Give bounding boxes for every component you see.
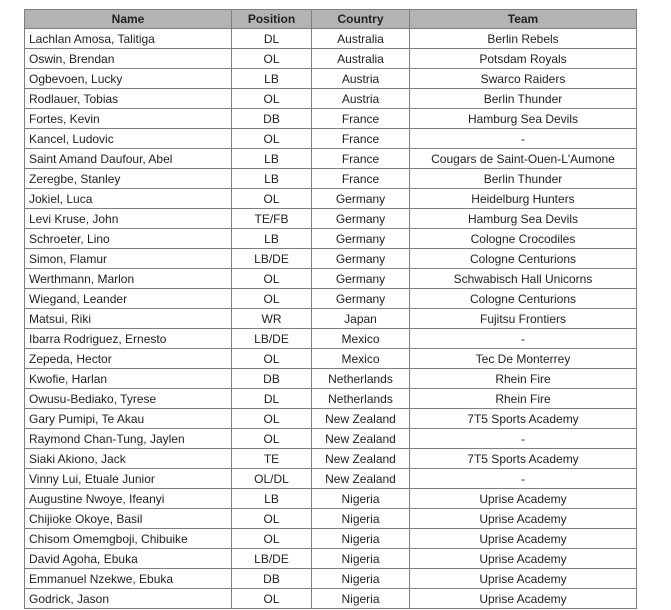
position-cell: OL bbox=[232, 589, 312, 609]
position-cell: OL bbox=[232, 49, 312, 69]
table-row bbox=[25, 329, 637, 349]
position-cell: DB bbox=[232, 369, 312, 389]
team-cell: Fujitsu Frontiers bbox=[410, 309, 637, 329]
player-name-cell: Zepeda, Hector bbox=[25, 349, 232, 369]
country-cell: Nigeria bbox=[312, 489, 410, 509]
country-cell: Nigeria bbox=[312, 529, 410, 549]
player-name-cell: Chijioke Okoye, Basil bbox=[25, 509, 232, 529]
country-cell: Nigeria bbox=[312, 509, 410, 529]
table-row bbox=[25, 469, 637, 489]
team-cell: Hamburg Sea Devils bbox=[410, 209, 637, 229]
position-cell: LB/DE bbox=[232, 329, 312, 349]
player-name-cell: Vinny Lui, Etuale Junior bbox=[25, 469, 232, 489]
table-row bbox=[25, 389, 637, 409]
country-cell: Austria bbox=[312, 89, 410, 109]
player-name-cell: Ogbevoen, Lucky bbox=[25, 69, 232, 89]
team-cell: - bbox=[410, 329, 637, 349]
position-cell: OL bbox=[232, 269, 312, 289]
table-row bbox=[25, 29, 637, 49]
country-cell: Germany bbox=[312, 269, 410, 289]
table-row bbox=[25, 549, 637, 569]
position-cell: TE/FB bbox=[232, 209, 312, 229]
country-cell: Mexico bbox=[312, 329, 410, 349]
team-cell: Tec De Monterrey bbox=[410, 349, 637, 369]
country-cell: New Zealand bbox=[312, 449, 410, 469]
player-name-cell: Wiegand, Leander bbox=[25, 289, 232, 309]
table-row bbox=[25, 509, 637, 529]
country-cell: Netherlands bbox=[312, 369, 410, 389]
position-cell: OL bbox=[232, 129, 312, 149]
table-row bbox=[25, 429, 637, 449]
player-name-cell: Kancel, Ludovic bbox=[25, 129, 232, 149]
table-row bbox=[25, 89, 637, 109]
table-row bbox=[25, 229, 637, 249]
team-cell: Berlin Thunder bbox=[410, 169, 637, 189]
team-cell: Uprise Academy bbox=[410, 529, 637, 549]
country-cell: France bbox=[312, 169, 410, 189]
team-cell: Cologne Crocodiles bbox=[410, 229, 637, 249]
table-row bbox=[25, 369, 637, 389]
position-cell: OL bbox=[232, 409, 312, 429]
position-cell: DB bbox=[232, 109, 312, 129]
position-cell: LB bbox=[232, 489, 312, 509]
country-cell: Nigeria bbox=[312, 549, 410, 569]
player-name-cell: Kwofie, Harlan bbox=[25, 369, 232, 389]
player-name-cell: Gary Pumipi, Te Akau bbox=[25, 409, 232, 429]
player-name-cell: Siaki Akiono, Jack bbox=[25, 449, 232, 469]
position-cell: LB bbox=[232, 229, 312, 249]
position-cell: DL bbox=[232, 29, 312, 49]
team-cell: Uprise Academy bbox=[410, 509, 637, 529]
team-cell: 7T5 Sports Academy bbox=[410, 449, 637, 469]
player-name-cell: Raymond Chan-Tung, Jaylen bbox=[25, 429, 232, 449]
table-body bbox=[25, 29, 637, 609]
position-cell: TE bbox=[232, 449, 312, 469]
team-cell: Heidelburg Hunters bbox=[410, 189, 637, 209]
column-header-team: Team bbox=[410, 10, 637, 29]
position-cell: OL bbox=[232, 429, 312, 449]
team-cell: Berlin Thunder bbox=[410, 89, 637, 109]
table-row bbox=[25, 529, 637, 549]
column-header-country: Country bbox=[312, 10, 410, 29]
position-cell: LB/DE bbox=[232, 249, 312, 269]
player-name-cell: Oswin, Brendan bbox=[25, 49, 232, 69]
table-row bbox=[25, 289, 637, 309]
team-cell: Potsdam Royals bbox=[410, 49, 637, 69]
country-cell: Nigeria bbox=[312, 569, 410, 589]
country-cell: Germany bbox=[312, 249, 410, 269]
roster-table bbox=[24, 9, 637, 609]
table-header bbox=[25, 10, 637, 29]
table-row bbox=[25, 249, 637, 269]
team-cell: Schwabisch Hall Unicorns bbox=[410, 269, 637, 289]
table-row bbox=[25, 589, 637, 609]
player-name-cell: David Agoha, Ebuka bbox=[25, 549, 232, 569]
position-cell: DL bbox=[232, 389, 312, 409]
table-row bbox=[25, 489, 637, 509]
position-cell: OL bbox=[232, 349, 312, 369]
table-row bbox=[25, 209, 637, 229]
player-name-cell: Levi Kruse, John bbox=[25, 209, 232, 229]
player-name-cell: Emmanuel Nzekwe, Ebuka bbox=[25, 569, 232, 589]
position-cell: OL/DL bbox=[232, 469, 312, 489]
position-cell: OL bbox=[232, 529, 312, 549]
table-row bbox=[25, 309, 637, 329]
player-name-cell: Matsui, Riki bbox=[25, 309, 232, 329]
table-row bbox=[25, 69, 637, 89]
player-name-cell: Simon, Flamur bbox=[25, 249, 232, 269]
country-cell: New Zealand bbox=[312, 469, 410, 489]
player-name-cell: Lachlan Amosa, Talitiga bbox=[25, 29, 232, 49]
country-cell: New Zealand bbox=[312, 429, 410, 449]
player-name-cell: Godrick, Jason bbox=[25, 589, 232, 609]
table-row bbox=[25, 169, 637, 189]
position-cell: LB/DE bbox=[232, 549, 312, 569]
player-name-cell: Zeregbe, Stanley bbox=[25, 169, 232, 189]
position-cell: OL bbox=[232, 189, 312, 209]
team-cell: Berlin Rebels bbox=[410, 29, 637, 49]
player-name-cell: Rodlauer, Tobias bbox=[25, 89, 232, 109]
team-cell: Uprise Academy bbox=[410, 569, 637, 589]
table-row bbox=[25, 129, 637, 149]
table-row bbox=[25, 569, 637, 589]
team-cell: Cougars de Saint-Ouen-L'Aumone bbox=[410, 149, 637, 169]
country-cell: Austria bbox=[312, 69, 410, 89]
player-name-cell: Ibarra Rodriguez, Ernesto bbox=[25, 329, 232, 349]
team-cell: Rhein Fire bbox=[410, 369, 637, 389]
column-header-position: Position bbox=[232, 10, 312, 29]
position-cell: DB bbox=[232, 569, 312, 589]
team-cell: Swarco Raiders bbox=[410, 69, 637, 89]
table-row bbox=[25, 49, 637, 69]
country-cell: Mexico bbox=[312, 349, 410, 369]
country-cell: France bbox=[312, 109, 410, 129]
country-cell: New Zealand bbox=[312, 409, 410, 429]
team-cell: Cologne Centurions bbox=[410, 249, 637, 269]
position-cell: OL bbox=[232, 509, 312, 529]
player-name-cell: Schroeter, Lino bbox=[25, 229, 232, 249]
country-cell: Japan bbox=[312, 309, 410, 329]
table-row bbox=[25, 449, 637, 469]
table-row bbox=[25, 269, 637, 289]
position-cell: LB bbox=[232, 149, 312, 169]
country-cell: Australia bbox=[312, 29, 410, 49]
team-cell: 7T5 Sports Academy bbox=[410, 409, 637, 429]
player-name-cell: Chisom Omemgboji, Chibuike bbox=[25, 529, 232, 549]
country-cell: Germany bbox=[312, 289, 410, 309]
team-cell: Rhein Fire bbox=[410, 389, 637, 409]
table-row bbox=[25, 349, 637, 369]
player-name-cell: Jokiel, Luca bbox=[25, 189, 232, 209]
country-cell: Australia bbox=[312, 49, 410, 69]
position-cell: WR bbox=[232, 309, 312, 329]
position-cell: OL bbox=[232, 89, 312, 109]
team-cell: - bbox=[410, 129, 637, 149]
team-cell: Hamburg Sea Devils bbox=[410, 109, 637, 129]
column-header-name: Name bbox=[25, 10, 232, 29]
table-row bbox=[25, 149, 637, 169]
team-cell: Uprise Academy bbox=[410, 549, 637, 569]
country-cell: Germany bbox=[312, 209, 410, 229]
country-cell: Germany bbox=[312, 189, 410, 209]
position-cell: LB bbox=[232, 69, 312, 89]
table-row bbox=[25, 409, 637, 429]
country-cell: Germany bbox=[312, 229, 410, 249]
player-name-cell: Owusu-Bediako, Tyrese bbox=[25, 389, 232, 409]
country-cell: France bbox=[312, 129, 410, 149]
position-cell: LB bbox=[232, 169, 312, 189]
player-name-cell: Fortes, Kevin bbox=[25, 109, 232, 129]
header-row bbox=[25, 10, 637, 29]
table-row bbox=[25, 109, 637, 129]
position-cell: OL bbox=[232, 289, 312, 309]
team-cell: - bbox=[410, 469, 637, 489]
team-cell: Uprise Academy bbox=[410, 589, 637, 609]
country-cell: France bbox=[312, 149, 410, 169]
team-cell: Uprise Academy bbox=[410, 489, 637, 509]
table-row bbox=[25, 189, 637, 209]
team-cell: - bbox=[410, 429, 637, 449]
country-cell: Netherlands bbox=[312, 389, 410, 409]
player-name-cell: Augustine Nwoye, Ifeanyi bbox=[25, 489, 232, 509]
country-cell: Nigeria bbox=[312, 589, 410, 609]
player-name-cell: Werthmann, Marlon bbox=[25, 269, 232, 289]
team-cell: Cologne Centurions bbox=[410, 289, 637, 309]
player-name-cell: Saint Amand Daufour, Abel bbox=[25, 149, 232, 169]
